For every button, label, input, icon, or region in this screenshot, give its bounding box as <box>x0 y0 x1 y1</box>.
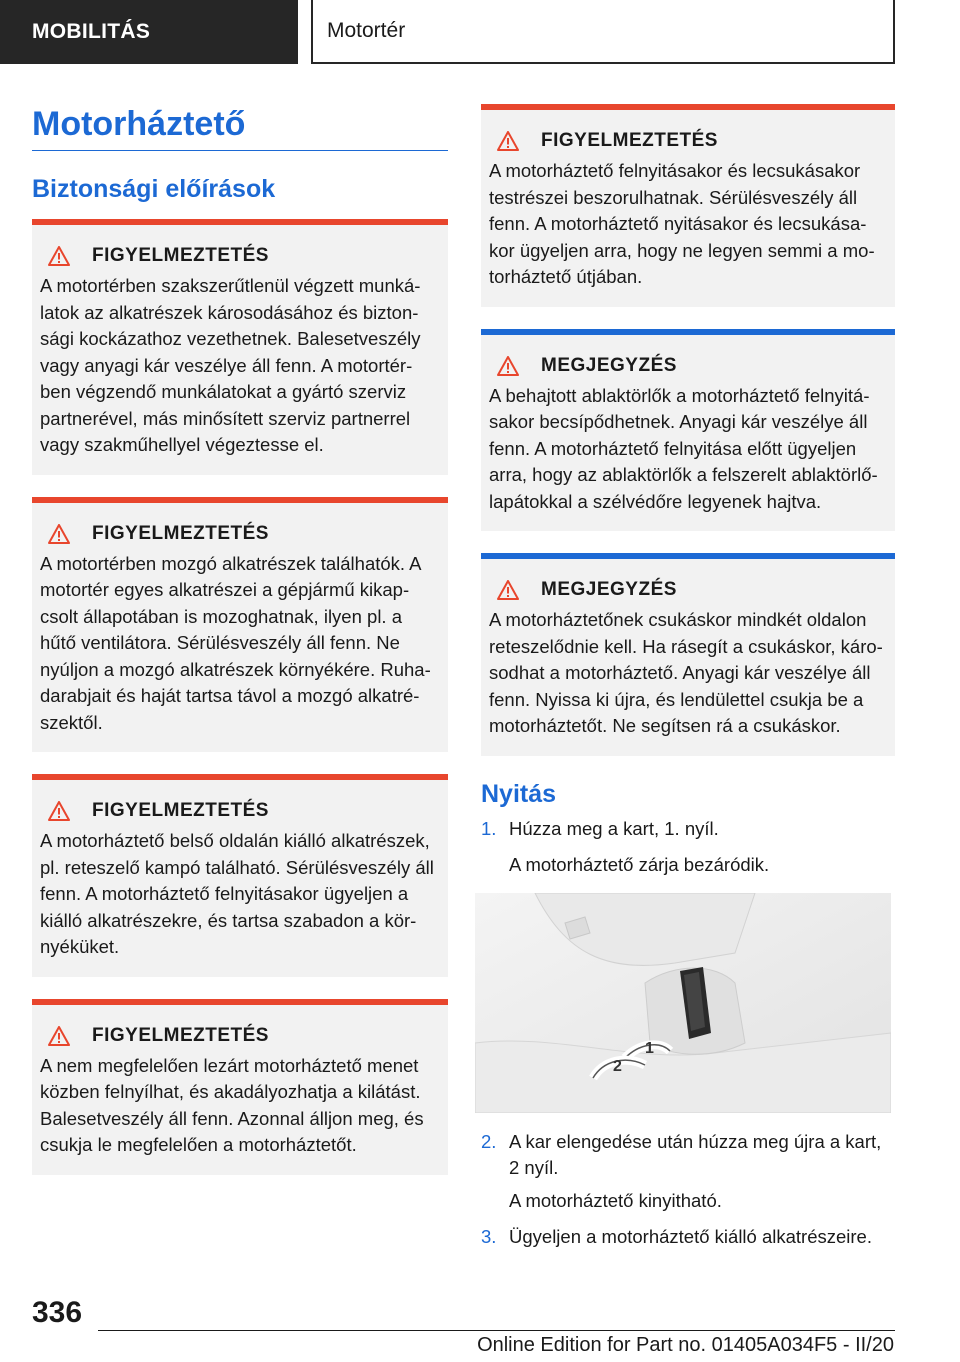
notice-text: A nem megfelelően lezárt motorháztető menet közben felnyílhat, és akadályozhatja a kilátást. Balesetveszély áll fenn. Azonnal álljon meg, és csukja le megfelelően a motorháztetőt. <box>40 1054 424 1155</box>
step-number: 3. <box>481 1226 497 1247</box>
warning-box <box>32 774 448 977</box>
page-header <box>0 0 960 66</box>
chapter-tab: Motortér <box>311 0 895 64</box>
step-2 <box>481 1129 895 1182</box>
step-text: A kar elengedése után húzza meg újra a kart, 2 nyíl. <box>509 1130 882 1178</box>
notice-header <box>497 579 887 601</box>
notice-text: A behajtott ablaktörlők a motorháztető felnyitá-sakor becsípődhetnek. Anyagi kár veszélye áll fenn. A motorháztető felnyitása előtt ügyeljen arra, hogy az ablaktörlők a felszerelt ablaktörlő-lapátokkal a szélvédőre legyenek hajtva. <box>489 384 878 512</box>
hood-release-lever-illustration <box>475 893 891 1113</box>
warning-triangle-icon <box>497 131 519 151</box>
right-column <box>481 104 895 1251</box>
notice-header <box>497 130 887 152</box>
section-heading-safety: Biztonsági előírások <box>32 175 276 203</box>
notice-text: A motortérben szakszerűtlenül végzett munká-latok az alkatrészek károsodásához és bizton-sági kockázathoz vezethetnek. Balesetveszély vagy anyagi kár veszélye áll fenn. A motortér-ben végzendő munkálatokat a gyártó szerviz partnerével, más minősített szerviz partnerrel vagy szakműhellyel végeztesse el. <box>40 275 421 455</box>
notice-title: FIGYELMEZTETÉS <box>92 1024 269 1046</box>
warning-box <box>32 219 448 475</box>
step-2-result: A motorháztető kinyitható. <box>509 1189 722 1211</box>
illustration-graphic <box>475 893 891 1113</box>
step-1-result: A motorháztető zárja bezáródik. <box>509 854 770 875</box>
note-box <box>481 329 895 532</box>
page-title: Motorháztető <box>32 104 448 151</box>
section-tab: MOBILITÁS <box>0 0 298 64</box>
warning-triangle-icon <box>48 524 70 544</box>
step-number: 1. <box>481 817 497 839</box>
warning-box <box>481 104 895 307</box>
warning-triangle-icon <box>497 580 519 600</box>
notice-header <box>48 245 440 267</box>
notice-title: FIGYELMEZTETÉS <box>541 130 718 151</box>
warning-triangle-icon <box>48 246 70 266</box>
step-text: Húzza meg a kart, 1. nyíl. <box>509 817 719 839</box>
warning-triangle-icon <box>48 1026 70 1046</box>
section-heading-opening: Nyitás <box>481 779 557 808</box>
notice-header <box>48 800 440 822</box>
left-column <box>32 104 448 1197</box>
notice-title: FIGYELMEZTETÉS <box>92 522 269 544</box>
notice-text: A motorháztető felnyitásakor és lecsukásakor testrészei beszorulhatnak. Sérülésveszély áll fenn. A motorháztető nyitásakor és lecsukása-kor ügyeljen arra, hogy ne legyen semmi a mo-torháztető útjában. <box>489 160 875 287</box>
step-text: Ügyeljen a motorháztető kiálló alkatrészeire. <box>509 1226 872 1247</box>
notice-header <box>48 1025 440 1047</box>
step-number: 2. <box>481 1130 497 1152</box>
warning-triangle-icon <box>497 356 519 376</box>
edition-text: Online Edition for Part no. 01405A034F5 - II/20 <box>477 1334 894 1356</box>
arrow-label-2: 2 <box>613 1057 622 1075</box>
step-1 <box>481 816 895 843</box>
note-box <box>481 553 895 756</box>
notice-header <box>497 355 887 377</box>
page-number: 336 <box>32 1296 83 1329</box>
notice-title: MEGJEGYZÉS <box>541 579 677 600</box>
notice-text: A motorháztető belső oldalán kiálló alkatrészek, pl. reteszelő kampó található. Sérülésveszély áll fenn. A motorháztető felnyitásakor ügyeljen a kiálló alkatrészekre, és tartsa szabadon a kör-nyéküket. <box>40 830 434 957</box>
notice-text: A motorháztetőnek csukáskor mindkét oldalon reteszelődnie kell. Ha rásegít a csukáskor, káro-sodhat a motorháztető. Anyagi kár veszélye áll fenn. Nyissa ki újra, és lendülettel csukja be a motorháztetőt. Ne segítsen rá a csukáskor. <box>489 609 883 736</box>
arrow-label-1: 1 <box>645 1039 654 1057</box>
warning-box <box>32 497 448 753</box>
warning-triangle-icon <box>48 801 70 821</box>
step-3 <box>481 1224 895 1251</box>
notice-header <box>48 523 440 545</box>
warning-box <box>32 999 448 1175</box>
notice-title: FIGYELMEZTETÉS <box>92 800 269 821</box>
notice-title: FIGYELMEZTETÉS <box>92 245 269 266</box>
notice-title: MEGJEGYZÉS <box>541 354 677 376</box>
notice-text: A motortérben mozgó alkatrészek találhatók. A motortér egyes alkatrészei a gépjármű kikap-csolt állapotában is mozoghatnak, ilyen pl. a hűtő ventilátora. Sérülésveszély áll fenn. Ne nyúljon a mozgó alkatrészek környékére. Ruha-darabjait és haját tartsa távol a mozgó alkatré-szektől. <box>40 552 431 733</box>
footer-divider <box>98 1330 895 1331</box>
